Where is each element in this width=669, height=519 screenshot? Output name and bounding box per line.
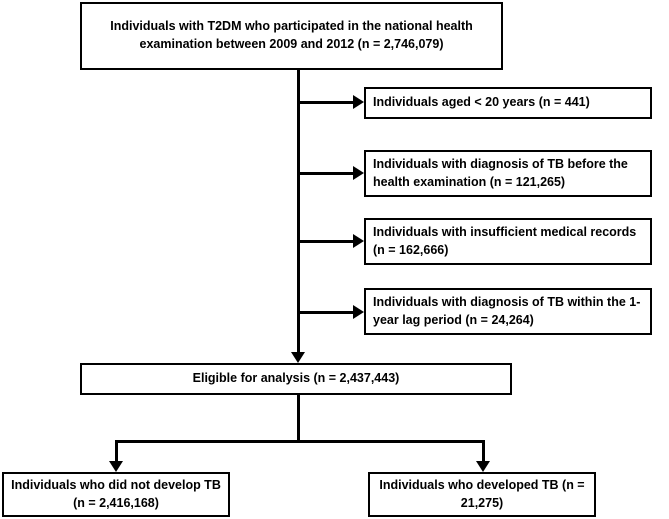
connector-main-vertical xyxy=(297,70,300,352)
connector-exclusion-4 xyxy=(297,311,354,314)
arrowhead-outcome-left xyxy=(109,461,123,472)
connector-exclusion-3 xyxy=(297,240,354,243)
arrowhead-exclusion-4 xyxy=(353,305,364,319)
connector-exclusion-2 xyxy=(297,172,354,175)
arrowhead-to-eligible xyxy=(291,352,305,363)
node-total-population: Individuals with T2DM who participated in the national health examination between 2009 and 2012 (n = 2,746,079) xyxy=(80,2,503,70)
arrowhead-exclusion-1 xyxy=(353,95,364,109)
node-exclusion-age: Individuals aged < 20 years (n = 441) xyxy=(364,87,652,119)
node-exclusion-insufficient-records: Individuals with insufficient medical records (n = 162,666) xyxy=(364,218,652,265)
node-exclusion-prior-tb: Individuals with diagnosis of TB before the health examination (n = 121,265) xyxy=(364,150,652,197)
arrowhead-exclusion-2 xyxy=(353,166,364,180)
node-eligible-for-analysis: Eligible for analysis (n = 2,437,443) xyxy=(80,363,512,395)
node-outcome-developed-tb: Individuals who developed TB (n = 21,275) xyxy=(368,472,596,517)
node-exclusion-lag-period-tb: Individuals with diagnosis of TB within the 1-year lag period (n = 24,264) xyxy=(364,288,652,335)
connector-exclusion-1 xyxy=(297,101,354,104)
arrowhead-outcome-right xyxy=(476,461,490,472)
connector-split-horizontal xyxy=(115,440,485,443)
node-outcome-no-tb: Individuals who did not develop TB (n = 2,416,168) xyxy=(2,472,230,517)
arrowhead-exclusion-3 xyxy=(353,234,364,248)
connector-split-stem xyxy=(297,395,300,443)
